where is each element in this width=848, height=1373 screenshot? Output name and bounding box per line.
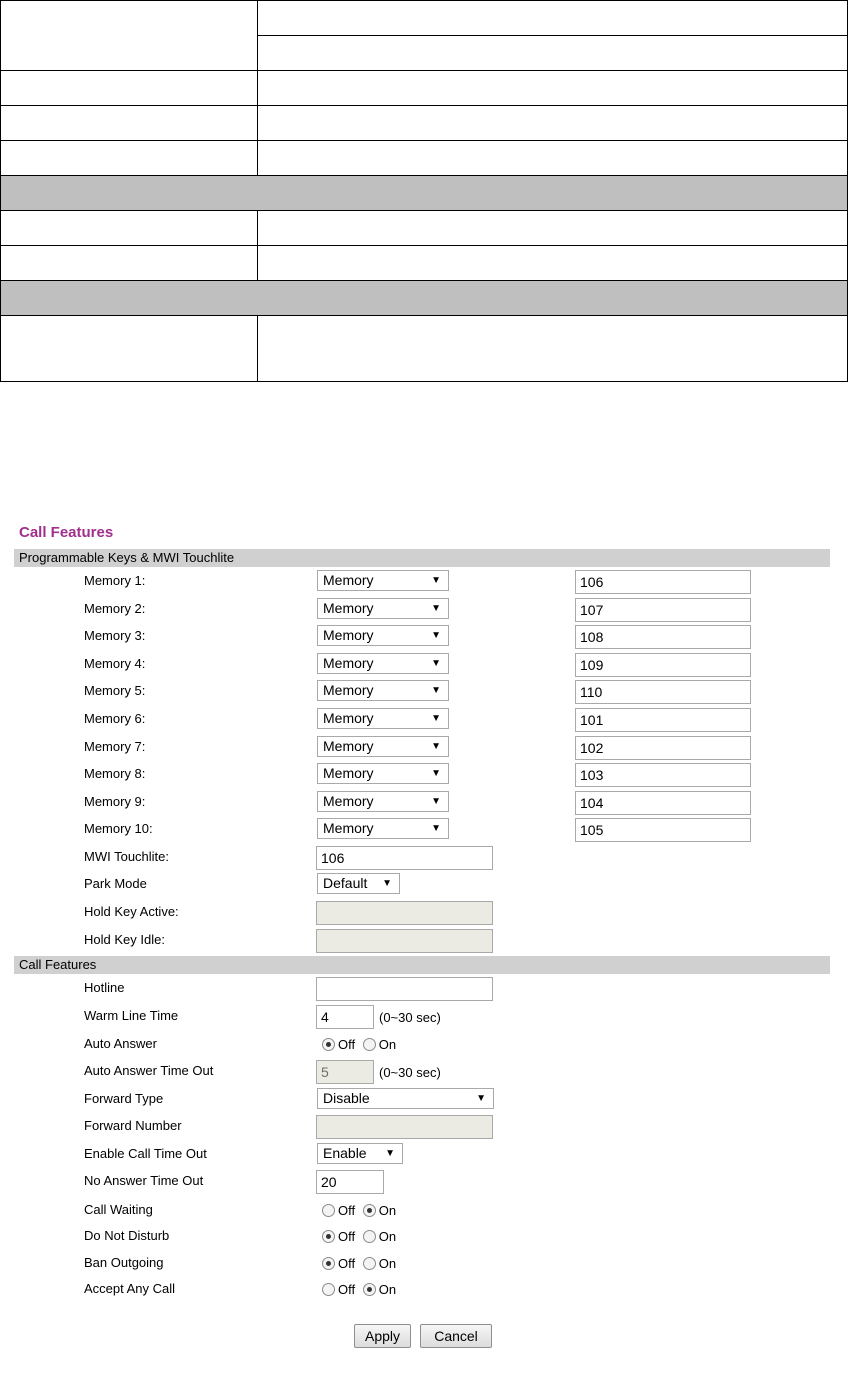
memory-label: Memory 8: (84, 766, 146, 782)
mwi-touchlite-label: MWI Touchlite: (84, 849, 170, 864)
call-waiting-off-radio[interactable] (322, 1204, 335, 1217)
chevron-down-icon: ▼ (431, 740, 441, 752)
chevron-down-icon: ▼ (431, 823, 441, 835)
section-header-programmable-keys: Programmable Keys & MWI Touchlite (14, 549, 830, 567)
ban-outgoing-off-radio[interactable] (322, 1257, 335, 1270)
memory-value-input[interactable]: 107 (575, 598, 751, 622)
memory-type-value: Memory (323, 820, 374, 837)
chevron-down-icon: ▼ (431, 795, 441, 807)
memory-type-select[interactable] (317, 736, 449, 757)
memory-row (14, 677, 830, 704)
memory-row (14, 567, 830, 594)
auto-answer-time-out-hint: (0~30 sec) (379, 1065, 441, 1080)
chevron-down-icon: ▼ (431, 713, 441, 724)
doc-cell (258, 36, 848, 71)
auto-answer-off-radio[interactable] (322, 1038, 335, 1051)
enable-call-time-out-row (14, 1140, 830, 1167)
doc-cell (1, 1, 258, 71)
forward-type-select[interactable] (317, 1088, 494, 1109)
doc-cell (1, 316, 258, 382)
doc-cell (258, 106, 848, 141)
auto-answer-radios (322, 1037, 400, 1052)
do-not-disturb-row (14, 1222, 830, 1249)
park-mode-row (14, 870, 830, 897)
hold-key-active-input[interactable] (316, 901, 493, 925)
memory-value-input[interactable]: 106 (575, 570, 751, 594)
call-waiting-radios (322, 1203, 400, 1218)
chevron-down-icon: ▼ (431, 575, 441, 586)
warm-line-time-hint: (0~30 sec) (379, 1010, 441, 1025)
warm-line-time-row (14, 1002, 830, 1029)
accept-any-call-on-label: On (378, 1282, 397, 1297)
auto-answer-on-radio[interactable] (363, 1038, 376, 1051)
memory-value-input[interactable]: 109 (575, 653, 751, 677)
ban-outgoing-on-radio[interactable] (363, 1257, 376, 1270)
chevron-down-icon: ▼ (431, 685, 441, 697)
ban-outgoing-off-label: Off (338, 1256, 356, 1271)
memory-type-value: Memory (323, 710, 374, 726)
chevron-down-icon: ▼ (382, 878, 392, 889)
doc-cell (1, 141, 258, 176)
hold-key-idle-input[interactable] (316, 929, 493, 953)
memory-value-input[interactable]: 102 (575, 736, 751, 760)
hotline-label: Hotline (84, 980, 125, 995)
hotline-input[interactable] (316, 977, 493, 1001)
accept-any-call-off-label: Off (338, 1282, 356, 1297)
hold-key-idle-row (14, 926, 830, 953)
doc-cell (258, 211, 848, 246)
memory-type-value: Memory (323, 737, 374, 754)
chevron-down-icon: ▼ (431, 630, 441, 642)
memory-type-value: Memory (323, 627, 374, 644)
do-not-disturb-radios (322, 1229, 400, 1244)
auto-answer-time-out-label: Auto Answer Time Out (84, 1063, 214, 1078)
memory-type-select[interactable] (317, 625, 449, 646)
forward-number-row (14, 1112, 830, 1139)
chevron-down-icon: ▼ (431, 768, 441, 780)
no-answer-time-out-label: No Answer Time Out (84, 1173, 204, 1188)
doc-cell (258, 1, 848, 36)
auto-answer-on-label: On (378, 1037, 397, 1052)
memory-label: Memory 10: (84, 821, 153, 837)
no-answer-time-out-row (14, 1167, 830, 1194)
doc-band-row (1, 176, 848, 211)
chevron-down-icon: ▼ (431, 657, 441, 669)
no-answer-time-out-input[interactable]: 20 (316, 1170, 384, 1194)
enable-call-time-out-select[interactable] (317, 1143, 403, 1164)
doc-cell (258, 316, 848, 382)
apply-button[interactable]: Apply (354, 1324, 411, 1348)
ban-outgoing-on-label: On (378, 1256, 397, 1271)
warm-line-time-input[interactable]: 4 (316, 1005, 374, 1029)
auto-answer-off-label: Off (338, 1037, 356, 1052)
auto-answer-time-out-input[interactable]: 5 (316, 1060, 374, 1084)
memory-type-select[interactable] (317, 763, 449, 784)
auto-answer-row (14, 1030, 830, 1057)
doc-cell (258, 246, 848, 281)
accept-any-call-row (14, 1275, 830, 1302)
section-header-call-features: Call Features (14, 956, 830, 974)
park-mode-select[interactable] (317, 873, 400, 894)
memory-row (14, 622, 830, 649)
chevron-down-icon: ▼ (431, 602, 441, 614)
forward-type-label: Forward Type (84, 1091, 164, 1106)
document-table (0, 0, 848, 382)
memory-type-select[interactable] (317, 818, 449, 839)
memory-row (14, 650, 830, 677)
hotline-row (14, 974, 830, 1001)
doc-cell (1, 106, 258, 141)
auto-answer-time-out-row (14, 1057, 830, 1084)
enable-call-time-out-label: Enable Call Time Out (84, 1146, 207, 1161)
enable-call-time-out-value: Enable (323, 1145, 367, 1161)
memory-label: Memory 3: (84, 628, 146, 644)
memory-row (14, 595, 830, 622)
hold-key-idle-label: Hold Key Idle: (84, 932, 165, 947)
auto-answer-label: Auto Answer (84, 1036, 157, 1051)
memory-label: Memory 9: (84, 793, 146, 809)
memory-type-select[interactable] (317, 680, 449, 701)
memory-value-input[interactable]: 105 (575, 818, 751, 842)
do-not-disturb-off-radio[interactable] (322, 1230, 335, 1243)
memory-type-select[interactable] (317, 570, 449, 591)
forward-number-label: Forward Number (84, 1118, 182, 1133)
memory-label: Memory 4: (84, 655, 146, 671)
warm-line-time-label: Warm Line Time (84, 1008, 179, 1023)
doc-cell (1, 246, 258, 281)
call-waiting-label: Call Waiting (84, 1202, 153, 1217)
memory-type-select[interactable] (317, 791, 449, 812)
hold-key-active-label: Hold Key Active: (84, 904, 179, 919)
memory-type-select[interactable] (317, 598, 449, 619)
memory-type-value: Memory (323, 682, 374, 699)
memory-type-select[interactable] (317, 708, 449, 729)
mwi-touchlite-input[interactable]: 106 (316, 846, 493, 870)
memory-row (14, 705, 830, 732)
accept-any-call-label: Accept Any Call (84, 1281, 176, 1296)
memory-type-value: Memory (323, 599, 374, 616)
do-not-disturb-on-label: On (378, 1229, 397, 1244)
memory-type-value: Memory (323, 572, 374, 588)
accept-any-call-off-radio[interactable] (322, 1283, 335, 1296)
memory-label: Memory 2: (84, 600, 146, 616)
accept-any-call-radios (322, 1282, 400, 1297)
do-not-disturb-on-radio[interactable] (363, 1230, 376, 1243)
forward-number-input[interactable] (316, 1115, 493, 1139)
call-waiting-off-label: Off (338, 1203, 356, 1218)
call-waiting-on-label: On (378, 1203, 397, 1218)
chevron-down-icon: ▼ (476, 1093, 486, 1104)
doc-cell (258, 71, 848, 106)
memory-label: Memory 6: (84, 711, 146, 726)
chevron-down-icon: ▼ (385, 1148, 395, 1159)
memory-value-input[interactable]: 108 (575, 625, 751, 649)
page-title: Call Features (19, 524, 114, 541)
call-waiting-row (14, 1196, 830, 1223)
memory-type-value: Memory (323, 792, 374, 809)
memory-type-value: Memory (323, 765, 374, 782)
ban-outgoing-label: Ban Outgoing (84, 1255, 164, 1270)
memory-type-select[interactable] (317, 653, 449, 674)
memory-label: Memory 5: (84, 683, 146, 699)
memory-row (14, 733, 830, 760)
doc-cell (1, 71, 258, 106)
ban-outgoing-radios (322, 1256, 400, 1271)
memory-label: Memory 7: (84, 738, 146, 754)
memory-value-input[interactable]: 101 (575, 708, 751, 732)
memory-row (14, 760, 830, 787)
memory-value-input[interactable]: 103 (575, 763, 751, 787)
do-not-disturb-label: Do Not Disturb (84, 1228, 170, 1243)
forward-type-value: Disable (323, 1090, 370, 1106)
accept-any-call-on-radio[interactable] (363, 1283, 376, 1296)
memory-row (14, 815, 830, 842)
call-waiting-on-radio[interactable] (363, 1204, 376, 1217)
memory-value-input[interactable]: 110 (575, 680, 751, 704)
memory-type-value: Memory (323, 654, 374, 671)
doc-cell (258, 141, 848, 176)
memory-row (14, 788, 830, 815)
cancel-button[interactable]: Cancel (420, 1324, 492, 1348)
memory-value-input[interactable]: 104 (575, 791, 751, 815)
doc-band-row (1, 281, 848, 316)
park-mode-label: Park Mode (84, 876, 147, 891)
mwi-touchlite-row (14, 843, 830, 870)
doc-cell (1, 211, 258, 246)
do-not-disturb-off-label: Off (338, 1229, 356, 1244)
memory-label: Memory 1: (84, 573, 146, 588)
hold-key-active-row (14, 898, 830, 925)
ban-outgoing-row (14, 1249, 830, 1276)
forward-type-row (14, 1085, 830, 1112)
park-mode-value: Default (323, 875, 368, 891)
